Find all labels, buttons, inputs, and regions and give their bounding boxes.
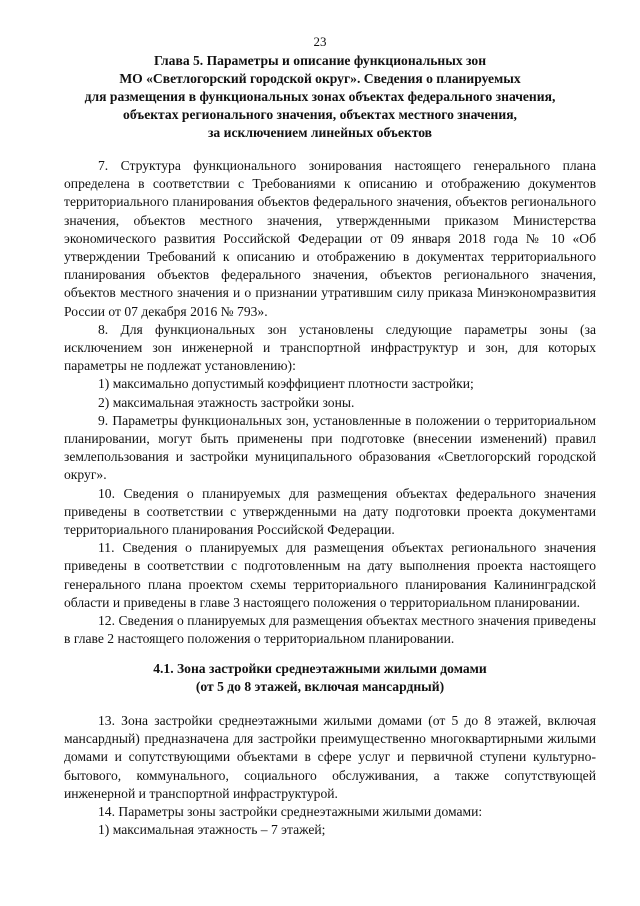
- paragraph: 7. Структура функционального зонирования настоящего генерального плана определена в соответствии с Требованиями к описанию и отображению документов территориального планирования объектов федерального значения, объектов регионального значения, объектов местного значения, утвержденными приказом Министерства экономического развития Российской Федерации от 09 января 2018 года № 10 «Об утверждении Требований к описанию и отображению в документах территориального планирования объектов федерального значения, объектов регионального значения, объектов местного значения и о признании утратившим силу приказа Минэкономразвития России от 07 декабря 2016 № 793».: [64, 158, 596, 319]
- paragraph: 12. Сведения о планируемых для размещения объектах местного значения приведены в главе 2 настоящего положения о территориальном планировании.: [64, 613, 596, 647]
- chapter-title: [40, 52, 600, 142]
- paragraph: 10. Сведения о планируемых для размещения объектах федерального значения приведены в соответствии с утвержденными на дату подготовки проекта документами территориального планирования Российской Федерации.: [64, 485, 596, 538]
- paragraph: 8. Для функциональных зон установлены следующие параметры зоны (за исключением зон инженерной и транспортной инфраструктур и зон, для которых параметры не подлежат установлению):: [64, 321, 596, 374]
- chapter-title-line: объектах регионального значения, объектах местного значения,: [123, 107, 517, 122]
- list-item: 2) максимальная этажность застройки зоны.: [98, 394, 355, 410]
- paragraph: 9. Параметры функциональных зон, установленные в положении о территориальном планировании, могут быть применены при подготовке (внесении изменений) правил землепользования и застройки муниципального образования «Светлогорский городской округ».: [64, 412, 596, 483]
- section-title-line: (от 5 до 8 этажей, включая мансардный): [195, 679, 445, 694]
- section-body: [64, 712, 596, 839]
- chapter-title-line: для размещения в функциональных зонах объектах федерального значения,: [84, 89, 556, 104]
- list-item: 1) максимально допустимый коэффициент плотности застройки;: [98, 376, 474, 392]
- chapter-title-line: МО «Светлогорский городской округ». Сведения о планируемых: [119, 71, 521, 86]
- page-number: 23: [313, 34, 327, 49]
- section-title: [40, 660, 600, 696]
- paragraph: 14. Параметры зоны застройки среднеэтажными жилыми домами:: [98, 804, 483, 820]
- paragraph: 11. Сведения о планируемых для размещения объектах регионального значения приведены в соответствии с подготовленным на дату выполнения проекта настоящего генерального плана проектом схемы территориального планирования Калининградской области и приведены в главе 3 настоящего положения о территориальном планировании.: [64, 540, 596, 610]
- chapter-body: [64, 157, 596, 648]
- paragraph: 13. Зона застройки среднеэтажными жилыми домами (от 5 до 8 этажей, включая мансардный) предназначена для застройки преимущественно многоквартирными жилыми домами и сопутствующими объектами в сфере услуг и первичной ступени культурно-бытового, коммунального, социального обслуживания, а также сопутствующей инженерной и транспортной инфраструктурой.: [64, 713, 596, 801]
- section-title-line: 4.1. Зона застройки среднеэтажными жилыми домами: [153, 661, 487, 676]
- list-item: 1) максимальная этажность – 7 этажей;: [98, 822, 326, 838]
- chapter-title-line: Глава 5. Параметры и описание функциональных зон: [153, 53, 487, 68]
- chapter-title-line: за исключением линейных объектов: [207, 125, 433, 140]
